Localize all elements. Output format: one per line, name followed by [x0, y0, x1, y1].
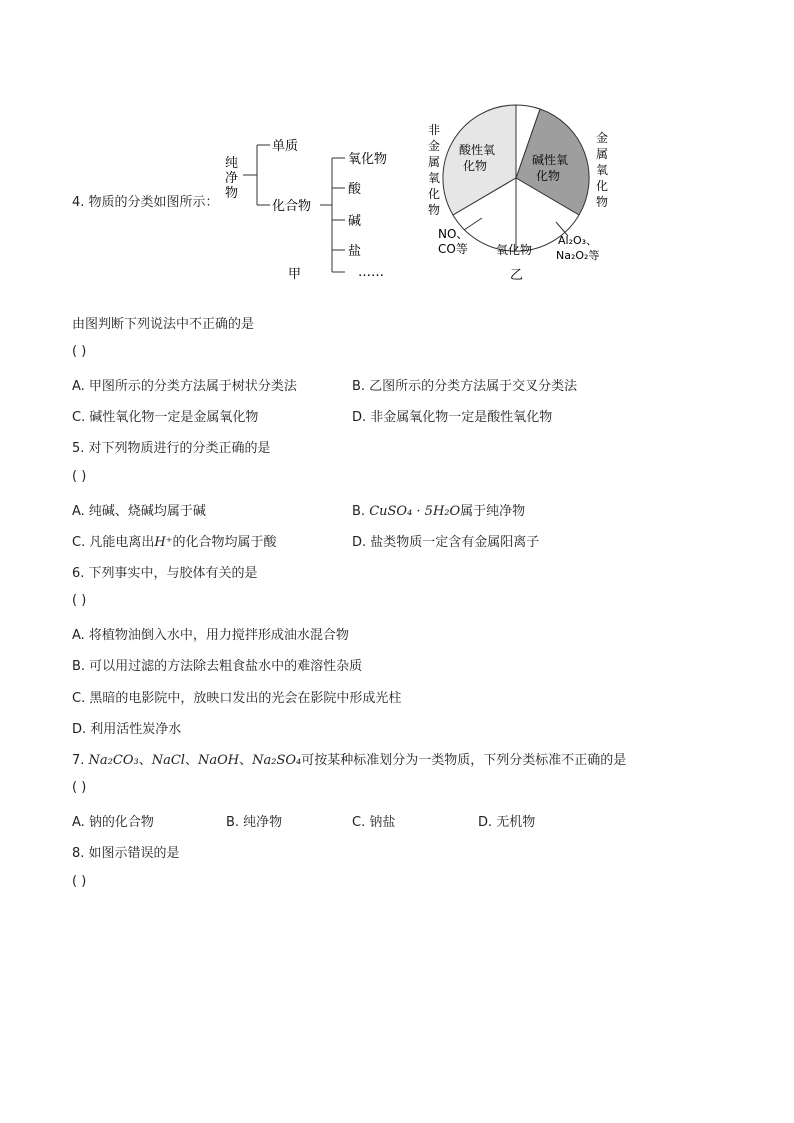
q5-option-b-suffix: 属于纯净物	[460, 504, 526, 519]
pie-left-label-char: 非	[428, 123, 441, 137]
pie-oxide-label: 氧化物	[496, 243, 533, 257]
q6-option-a: A. 将植物油倒入水中，用力搅拌形成油水混合物	[72, 628, 349, 643]
pie-left-label-char: 物	[428, 203, 441, 217]
q6-option-b: B. 可以用过滤的方法除去粗食盐水中的难溶性杂质	[72, 659, 363, 674]
q6-option-d: D. 利用活性炭净水	[72, 722, 182, 737]
pie-left-label-char: 金	[428, 139, 441, 153]
q6-stem: 6. 下列事实中，与胶体有关的是	[72, 566, 258, 581]
tree-root-char: 纯	[225, 156, 239, 171]
q4-answer-paren: ( )	[72, 344, 87, 359]
q4-judge: 由图判断下列说法中不正确的是	[72, 317, 255, 332]
pie-right-label-char: 化	[596, 179, 609, 193]
q7-stem	[72, 749, 626, 768]
tree-leaf-salt: 盐	[348, 244, 362, 259]
pie-basic-line: 碱性氧	[532, 153, 569, 167]
tree-leaf-oxide: 氧化物	[348, 152, 388, 167]
pie-caption: 乙	[510, 268, 524, 283]
tree-leaf-base: 碱	[348, 214, 362, 229]
q7-option-a: A. 钠的化合物	[72, 815, 154, 830]
q7-formula-nacl: NaCl	[151, 753, 185, 768]
q5-option-c-prefix: C. 凡能电离出	[72, 535, 155, 550]
q5-option-d: D. 盐类物质一定含有金属阳离子	[352, 535, 540, 550]
pie-left-label-char: 属	[428, 155, 441, 169]
q7-option-d: D. 无机物	[478, 815, 536, 830]
q6-option-c: C. 黑暗的电影院中，放映口发出的光会在影院中形成光柱	[72, 691, 402, 706]
pie-acidic-line: 化物	[463, 159, 488, 173]
pie-no-co-line: NO、	[438, 227, 469, 241]
q4-option-b: B. 乙图所示的分类方法属于交叉分类法	[352, 379, 578, 394]
tree-caption: 甲	[288, 267, 302, 282]
pie-al-na-line: Al₂O₃、	[558, 234, 598, 247]
q5-option-b-prefix: B.	[352, 504, 370, 519]
pie-al-na-line: Na₂O₂等	[556, 249, 600, 262]
pie-acidic-line: 酸性氧	[459, 143, 496, 157]
q7-formula-naoh: NaOH	[197, 753, 240, 768]
q4-option-a: A. 甲图所示的分类方法属于树状分类法	[72, 379, 297, 394]
q7-prefix: 7.	[72, 753, 89, 768]
q5-stem: 5. 对下列物质进行的分类正确的是	[72, 441, 271, 456]
q7-option-b: B. 纯净物	[226, 815, 283, 830]
q5-option-c-suffix: 的化合物均属于酸	[172, 535, 277, 550]
classification-figure	[0, 0, 794, 300]
pie-diagram	[428, 105, 608, 283]
q5-answer-paren: ( )	[72, 469, 87, 484]
q7-answer-paren: ( )	[72, 780, 87, 795]
q4-option-c: C. 碱性氧化物一定是金属氧化物	[72, 410, 259, 425]
pie-right-label-char: 氧	[596, 163, 609, 177]
pie-right-label-char: 金	[596, 131, 609, 145]
tree-root-char: 物	[225, 186, 239, 201]
q7-separator: 、	[239, 753, 253, 768]
q5-option-a: A. 纯碱、烧碱均属于碱	[72, 504, 206, 519]
q8-answer-paren: ( )	[72, 874, 87, 889]
tree-diagram	[225, 139, 387, 282]
pie-right-label-char: 物	[596, 195, 609, 209]
q5-option-b-formula: CuSO₄ · 5H₂O	[369, 504, 461, 519]
q5-option-b	[352, 500, 525, 519]
q8-stem: 8. 如图示错误的是	[72, 846, 180, 861]
q7-formula-na2so4: Na₂SO₄	[252, 753, 302, 768]
tree-compound: 化合物	[272, 199, 312, 214]
pie-right-label-char: 属	[596, 147, 609, 161]
q7-formula-na2co3: Na₂CO₃	[88, 753, 139, 768]
q4-stem: 4. 物质的分类如图所示：	[72, 195, 219, 210]
pie-no-co-line: CO等	[438, 242, 468, 256]
q7-separator: 、	[138, 753, 152, 768]
pie-left-label-char: 氧	[428, 171, 441, 185]
tree-root-char: 净	[225, 171, 239, 186]
q5-option-c-formula: H⁺	[154, 535, 173, 550]
q7-separator: 、	[184, 753, 198, 768]
pie-left-label-char: 化	[428, 187, 441, 201]
q7-suffix: 可按某种标准划分为一类物质，下列分类标准不正确的是	[301, 753, 627, 768]
tree-leaf-more: ……	[358, 265, 384, 280]
pie-basic-line: 化物	[536, 169, 561, 183]
q4-option-d: D. 非金属氧化物一定是酸性氧化物	[352, 410, 553, 425]
q6-answer-paren: ( )	[72, 593, 87, 608]
q7-option-c: C. 钠盐	[352, 815, 396, 830]
q5-option-c	[72, 531, 277, 550]
tree-single-substance: 单质	[272, 139, 299, 154]
tree-leaf-acid: 酸	[348, 182, 362, 197]
